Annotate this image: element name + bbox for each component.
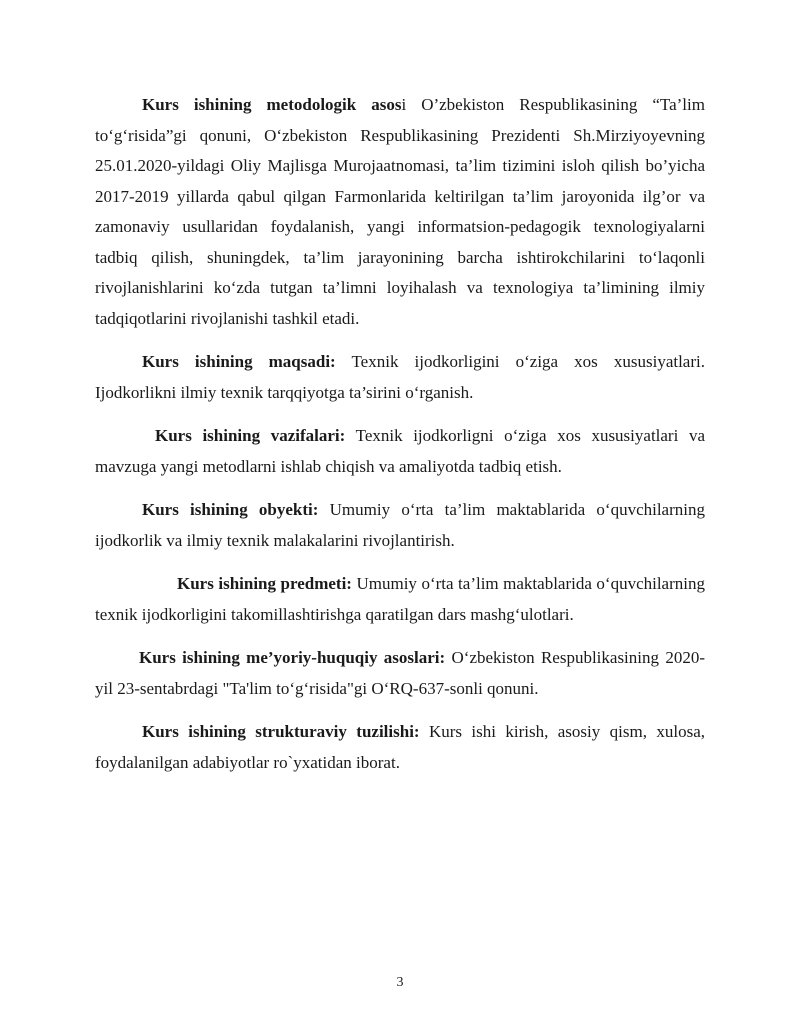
paragraph-lead: Kurs ishining predmeti: — [177, 574, 352, 593]
paragraph-text: Kurs ishi kirish, asosiy qism, xulosa, foydalanilgan adabiyotlar ro`yxatidan iborat. — [95, 722, 705, 772]
paragraph-goal — [95, 347, 705, 408]
paragraph-tasks — [95, 421, 705, 482]
page-content — [95, 90, 705, 791]
paragraph-legal-basis — [95, 643, 705, 704]
paragraph-lead: Kurs ishining maqsadi: — [142, 352, 336, 371]
paragraph-text: Texnik ijodkorligni o‘ziga xos xususiyatlari va mavzuga yangi metodlarni ishlab chiqish va amaliyotda tadbiq etish. — [95, 426, 705, 476]
paragraph-lead: Kurs ishining metodologik asos — [142, 95, 402, 114]
paragraph-text: O‘zbekiston Respublikasining 2020-yil 23-sentabrdagi "Ta'lim to‘g‘risida"gi O‘RQ-637-sonli qonuni. — [95, 648, 706, 698]
paragraph-text: Texnik ijodkorligini o‘ziga xos xususiyatlari. Ijodkorlikni ilmiy texnik tarqqiyotga ta’sirini o‘rganish. — [95, 352, 705, 402]
paragraph-text: i O’zbekiston Respublikasining “Ta’lim to‘g‘risida”gi qonuni, O‘zbekiston Respublikasining Prezidenti Sh.Mirziyoyevning 25.01.2020-yildagi Oliy Majlisga Murojaatnomasi, ta’lim tizimini isloh qilish bo’yicha 2017-2019 yillarda qabul qilgan Farmonlarida keltirilgan ta’lim jaroyonida ilg’or va zamonaviy usullaridan foydalanish, yangi informatsion-pedagogik texnologiyalarni tadbiq qilish, shuningdek, ta’lim jarayonining barcha ishtirokchilarini to‘laqonli rivojlanishlarini ko‘zda tutgan ta’limni loyihalash va texnologiya ta’limining ilmiy tadqiqotlarini rivojlanishi tashkil etadi. — [95, 95, 705, 328]
paragraph-object — [95, 495, 705, 556]
paragraph-lead: Kurs ishining vazifalari: — [155, 426, 346, 445]
paragraph-text: Umumiy o‘rta ta’lim maktablarida o‘quvchilarning ijodkorlik va ilmiy texnik malakalarini rivojlantirish. — [95, 500, 705, 550]
paragraph-methodological-basis — [95, 90, 705, 334]
paragraph-lead: Kurs ishining me’yoriy-huquqiy asoslari: — [139, 648, 446, 667]
paragraph-lead: Kurs ishining strukturaviy tuzilishi: — [142, 722, 420, 741]
paragraph-subject — [95, 569, 705, 630]
paragraph-structure — [95, 717, 705, 778]
page-number: 3 — [396, 975, 404, 990]
paragraph-lead: Kurs ishining obyekti: — [142, 500, 319, 519]
paragraph-text: Umumiy o‘rta ta’lim maktablarida o‘quvchilarning texnik ijodkorligini takomillashtirishga qaratilgan dars mashg‘ulotlari. — [95, 574, 705, 624]
